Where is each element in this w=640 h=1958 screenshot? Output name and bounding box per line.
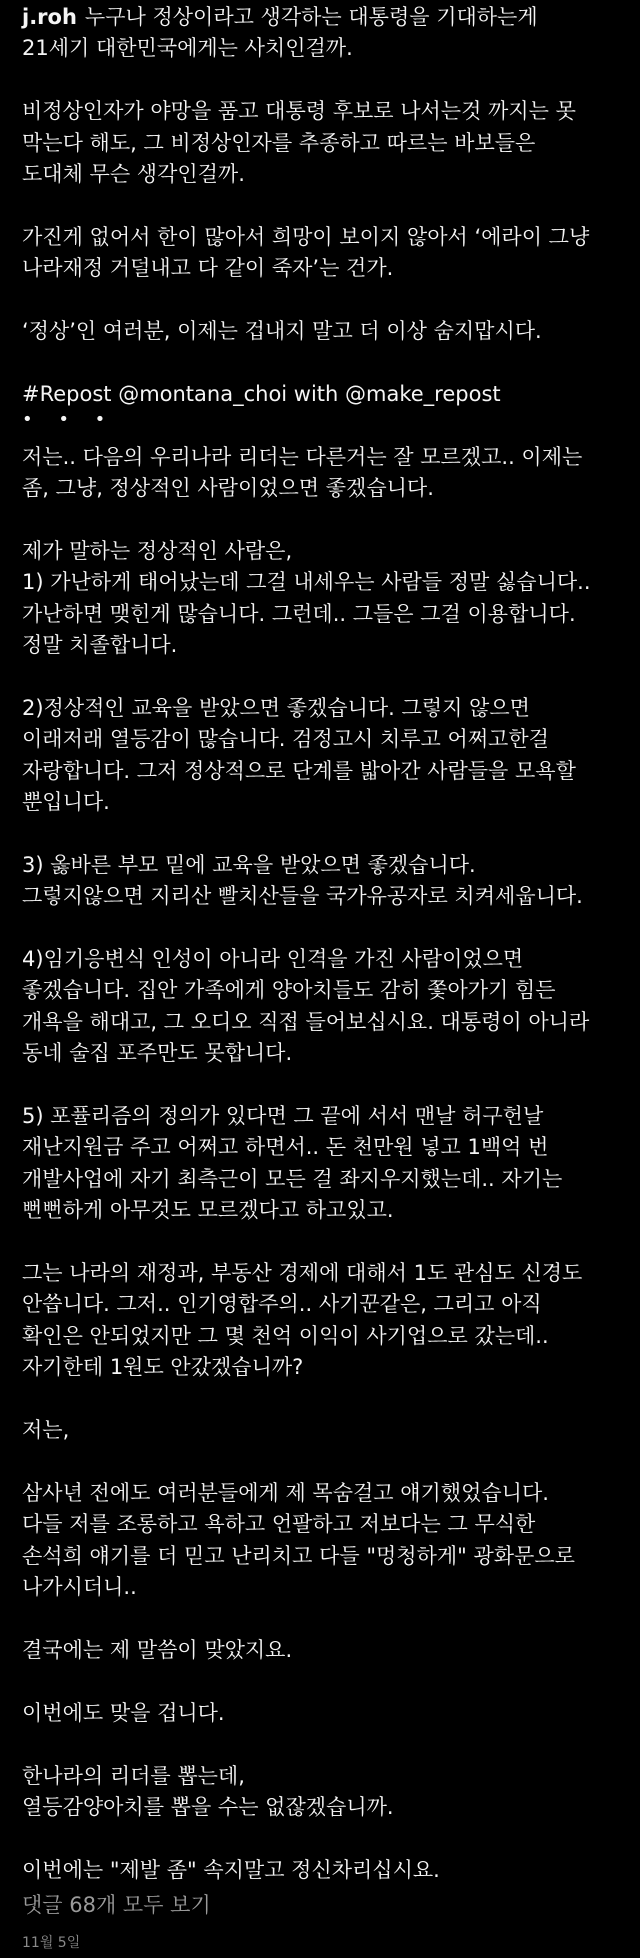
caption-first-line [22, 2, 618, 33]
caption-line: 좋겠습니다. 집안 가족에게 양아치들도 감히 쫓아가기 힘든 [22, 978, 556, 1003]
caption-line: 개욕을 해대고, 그 오디오 직접 들어보십시요. 대통령이 아니라 [22, 1009, 590, 1034]
caption-line: 막는다 해도, 그 비정상인자를 추종하고 따르는 바보들은 [22, 130, 536, 155]
caption-line: 동네 술집 포주만도 못합니다. [22, 1041, 293, 1066]
caption-line: 정말 치졸합니다. [22, 633, 178, 658]
caption-line: 4)임기응변식 인성이 아니라 인격을 가진 사람이었으면 [22, 947, 524, 972]
caption-line: 열등감양아치를 뽑을 수는 없잖겠습니까. [22, 1794, 394, 1819]
caption-text: 누구나 정상이라고 생각하는 대통령을 기대하는게 [84, 5, 538, 29]
caption-line: 다들 저를 조롱하고 욕하고 언팔하고 저보다는 그 무식한 [22, 1512, 536, 1537]
caption-line: 안씁니다. 그저.. 인기영합주의.. 사기꾼같은, 그리고 아직 [22, 1292, 542, 1317]
caption-intro [22, 33, 618, 410]
caption-line: 자랑합니다. 그저 정상적으로 단계를 밟아간 사람들을 모욕할 [22, 758, 576, 783]
caption-line: 그는 나라의 재정과, 부동산 경제에 대해서 1도 관심도 신경도 [22, 1261, 583, 1286]
blank-line [22, 1227, 618, 1258]
caption-line: 이래저래 열등감이 많습니다. 검정고시 치루고 어쩌고한걸 [22, 727, 549, 752]
post-timestamp: 11월 5일 [22, 1935, 81, 1952]
caption-line: 21세기 대한민국에게는 사치인걸까. [22, 36, 353, 61]
blank-line [22, 285, 618, 316]
caption-line: 3) 옳바른 부모 밑에 교육을 받았으면 좋겠습니다. [22, 852, 476, 877]
post-caption [22, 0, 618, 1886]
blank-line [22, 1666, 618, 1697]
caption-line: 이번에도 맞을 겁니다. [22, 1700, 225, 1725]
blank-line [22, 1604, 618, 1635]
caption-line: 비정상인자가 야망을 품고 대통령 후보로 나서는것 까지는 못 [22, 99, 576, 124]
caption-line: 자기한테 1원도 안갔겠습니까? [22, 1355, 304, 1380]
caption-line: 재난지원금 주고 어쩌고 하면서.. 돈 천만원 넣고 1백억 번 [22, 1135, 549, 1160]
caption-body [22, 442, 618, 1887]
blank-line [22, 1384, 618, 1415]
caption-line: ‘정상’인 여러분, 이제는 겁내지 말고 더 이상 숨지맙시다. [22, 319, 542, 344]
blank-line [22, 913, 618, 944]
caption-line: #Repost @montana_choi with @make_repost [22, 381, 501, 406]
blank-line [22, 661, 618, 692]
caption-line: 5) 포퓰리즘의 정의가 있다면 그 끝에 서서 맨날 허구헌날 [22, 1104, 544, 1129]
caption-line: 1) 가난하게 태어났는데 그걸 내세우는 사람들 정말 싫습니다.. [22, 570, 591, 595]
blank-line [22, 818, 618, 849]
caption-line: 도대체 무슨 생각인걸까. [22, 162, 245, 187]
caption-line: 개발사업에 자기 최측근이 모든 걸 좌지우지했는데.. 자기는 [22, 1166, 563, 1191]
caption-line: 그렇지않으면 지리산 빨치산들을 국가유공자로 치켜세웁니다. [22, 884, 583, 909]
blank-line [22, 65, 618, 96]
caption-line: 가진게 없어서 한이 많아서 희망이 보이지 않아서 ‘에라이 그냥 [22, 224, 590, 249]
caption-line: 저는, [22, 1418, 70, 1443]
blank-line [22, 1729, 618, 1760]
blank-line [22, 347, 618, 378]
blank-line [22, 1447, 618, 1478]
caption-line: 이번에는 "제발 좀" 속지말고 정신차리십시요. [22, 1857, 440, 1882]
blank-line [22, 1823, 618, 1854]
view-all-comments-link[interactable]: 댓글 68개 모두 보기 [22, 1893, 211, 1918]
caption-line: 가난하면 맺힌게 많습니다. 그런데.. 그들은 그걸 이용합니다. [22, 601, 576, 626]
caption-line: 나가시더니.. [22, 1575, 137, 1600]
more-dots: • • • [22, 409, 116, 431]
username[interactable]: j.roh [22, 5, 77, 29]
blank-line [22, 504, 618, 535]
caption-line: 확인은 안되었지만 그 몇 천억 이익이 사기업으로 갔는데.. [22, 1323, 549, 1348]
caption-line: 저는.. 다음의 우리나라 리더는 다른거는 잘 모르겠고.. 이제는 [22, 444, 583, 469]
caption-line: 삼사년 전에도 여러분들에게 제 목숨걸고 얘기했었습니다. [22, 1480, 549, 1505]
caption-line: 손석희 얘기를 더 믿고 난리치고 다들 "멍청하게" 광화문으로 [22, 1543, 575, 1568]
caption-line: 결국에는 제 말씀이 맞았지요. [22, 1637, 293, 1662]
caption-line: 나라재정 거덜내고 다 같이 죽자’는 건가. [22, 256, 394, 281]
caption-line: 좀, 그냥, 정상적인 사람이었으면 좋겠습니다. [22, 476, 434, 501]
caption-line: 2)정상적인 교육을 받았으면 좋겠습니다. 그렇지 않으면 [22, 695, 530, 720]
blank-line [22, 1070, 618, 1101]
caption-line: 제가 말하는 정상적인 사람은, [22, 538, 293, 563]
caption-line: 한나라의 리더를 뽑는데, [22, 1763, 245, 1788]
blank-line [22, 190, 618, 221]
caption-line: 뿐입니다. [22, 790, 110, 815]
caption-line: 뻔뻔하게 아무것도 모르겠다고 하고있고. [22, 1198, 394, 1223]
